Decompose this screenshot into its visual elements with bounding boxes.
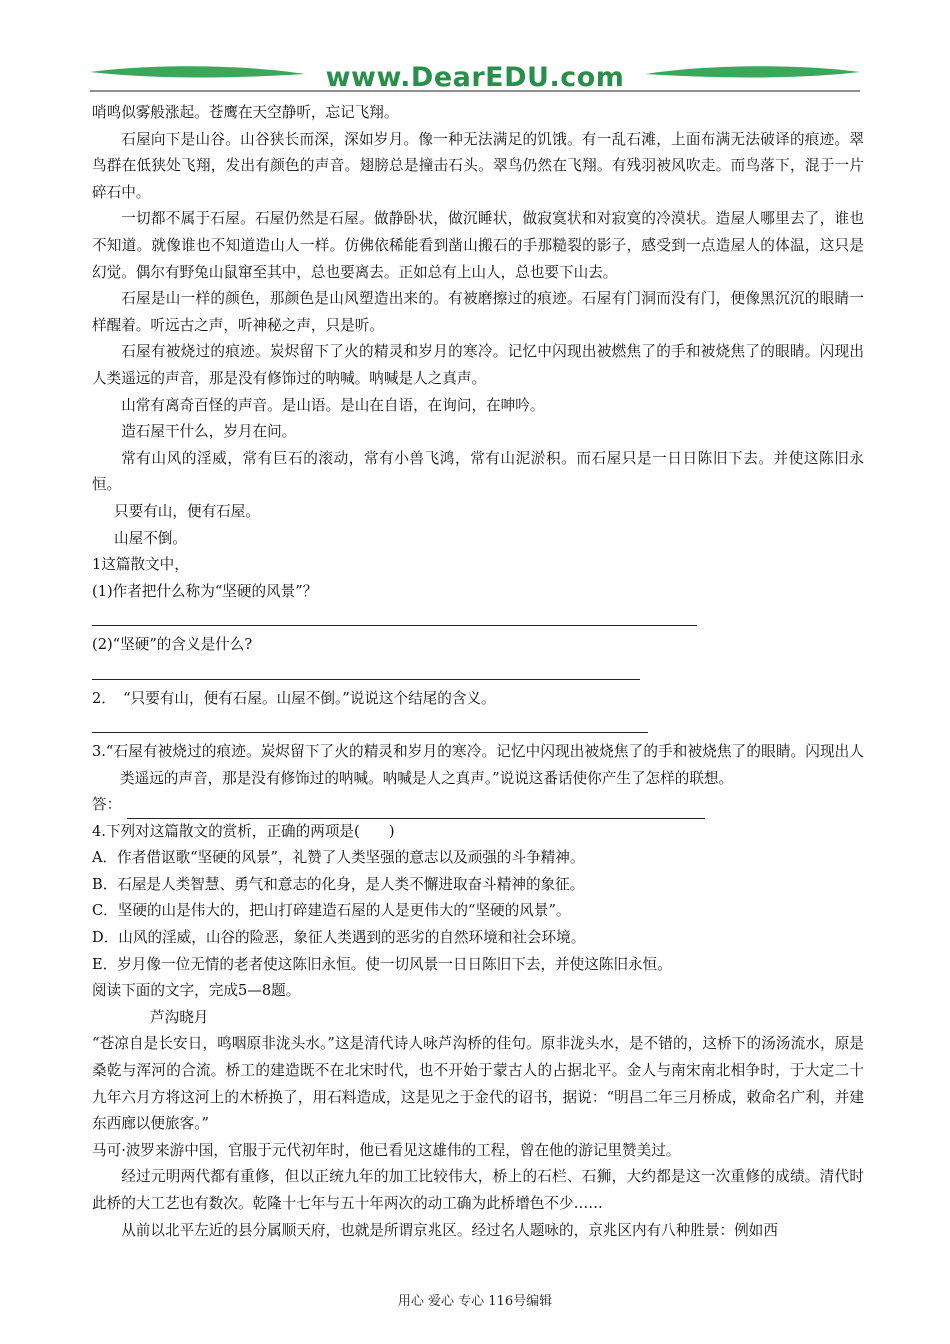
ending-line: 山屋不倒。 <box>114 529 187 547</box>
paragraph: 造石屋干什么，岁月在问。 <box>121 423 297 441</box>
answer-line[interactable] <box>92 659 640 680</box>
document-body <box>92 100 864 1244</box>
answer-label: 答： <box>92 796 122 814</box>
paragraph: 石屋有被烧过的痕迹。炭烬留下了火的精灵和岁月的寒冷。记忆中闪现出被燃焦了的手和被烧焦了的眼睛。闪现出人类遥远的声音，那是没有修饰过的呐喊。呐喊是人之真声。 <box>92 343 864 387</box>
answer-row <box>92 793 864 819</box>
paragraph: “苍凉自是长安日，鸣咽原非泷头水。”这是清代诗人咏芦沟桥的佳句。原非泷头水，是不错的，这桥下的汤汤流水，原是桑乾与浑河的合流。桥工的建造既不在北宋时代，也不开始于蒙古人的占据北平。金人与南宋南北相争时，于大定二十九年六月方将这河上的木桥换了，用石料造成，这是见之于金代的诏书，据说：“明昌二年三月桥成，敕命名广利，并建东西廊以便旅客。” <box>92 1035 864 1133</box>
paragraph: 马可·波罗来游中国，官服于元代初年时，他已看见这雄伟的工程，曾在他的游记里赞美过。 <box>92 1141 681 1159</box>
paragraph: 从前以北平左近的县分属顺天府，也就是所谓京兆区。经过名人题咏的，京兆区内有八种胜景：例如西 <box>121 1221 778 1239</box>
paragraph: 一切都不属于石屋。石屋仍然是石屋。做静卧状，做沉睡状，做寂寞状和对寂寞的冷漠状。造屋人哪里去了，谁也不知道。就像谁也不知道造山人一样。仿佛依稀能看到凿山搬石的手那糙裂的影子，感受到一点造屋人的体温，这只是幻觉。偶尔有野兔山鼠窜至其中，总也要离去。正如总有上山人，总也要下山去。 <box>92 210 864 281</box>
question-3: 3.“石屋有被烧过的痕迹。炭烬留下了火的精灵和岁月的寒冷。记忆中闪现出被烧焦了的手和被烧焦了的眼睛。闪现出人类遥远的声音，那是没有修饰过的呐喊。呐喊是人之真声。”说说这番话使你产生了怎样的联想。 <box>92 743 864 788</box>
question-4: 4.下列对这篇散文的赏析，正确的两项是( ) <box>92 822 395 840</box>
paragraph: 哨鸣似雾般涨起。苍鹰在天空静听，忘记飞翔。 <box>92 104 399 121</box>
paragraph: 常有山风的淫威，常有巨石的滚动，常有小兽飞鸿，常有山泥淤积。而石屋只是一日日陈旧下去。并使这陈旧永恒。 <box>92 449 864 494</box>
paragraph: 石屋向下是山谷。山谷狭长而深，深如岁月。像一种无法满足的饥饿。有一乱石滩，上面布满无法破译的痕迹。翠鸟群在低狭处飞翔，发出有颜色的声音。翅膀总是撞击石头。翠鸟仍然在飞翔。有残羽被风吹走。而鸟落下，混于一片碎石中。 <box>92 130 864 201</box>
reading-title: 芦沟晓月 <box>150 1008 209 1026</box>
reading-instruction: 阅读下面的文字，完成5—8题。 <box>92 982 301 1000</box>
question-1: 1这篇散文中， <box>92 556 189 574</box>
question-2: 2． “只要有山，便有石屋。山屋不倒。”说说这个结尾的含义。 <box>92 689 496 707</box>
paragraph: 石屋是山一样的颜色，那颜色是山风塑造出来的。有被磨擦过的痕迹。石屋有门洞而没有门，便像黑沉沉的眼睛一样醒着。听远古之声，听神秘之声，只是听。 <box>92 290 864 334</box>
paragraph: 山常有离奇百怪的声音。是山语。是山在自语，在询问，在呻吟。 <box>121 396 545 414</box>
option-d: D．山风的淫威，山谷的险恶，象征人类遇到的恶劣的自然环境和社会环境。 <box>92 929 586 947</box>
option-b: B．石屋是人类智慧、勇气和意志的化身，是人类不懈进取奋斗精神的象征。 <box>92 875 585 893</box>
option-a: A．作者借讴歌“坚硬的风景”，礼赞了人类坚强的意志以及顽强的斗争精神。 <box>92 849 585 867</box>
answer-line[interactable] <box>127 800 705 819</box>
option-c: C．坚硬的山是伟大的，把山打碎建造石屋的人是更伟大的“坚硬的风景”。 <box>92 902 571 920</box>
question-1a: (1)作者把什么称为“坚硬的风景”？ <box>92 582 318 600</box>
option-e: E．岁月像一位无情的老者使这陈旧永恒。使一切风景一日日陈旧下去，并使这陈旧永恒。 <box>92 955 672 973</box>
paragraph: 经过元明两代都有重修，但以正统九年的加工比较伟大，桥上的石栏、石狮，大约都是这一次重修的成绩。清代时此桥的大工艺也有数次。乾隆十七年与五十年两次的动工确为此桥增色不少…… <box>92 1168 864 1212</box>
site-logo[interactable]: www.DearEDU.com <box>325 62 625 93</box>
page-header <box>90 60 860 94</box>
question-1b: (2)“坚硬”的含义是什么? <box>92 636 253 654</box>
answer-line[interactable] <box>92 605 697 626</box>
page-footer: 用心 爱心 专心 116号编辑 <box>397 1294 553 1309</box>
ending-line: 只要有山，便有石屋。 <box>114 502 260 520</box>
answer-line[interactable] <box>92 712 648 733</box>
